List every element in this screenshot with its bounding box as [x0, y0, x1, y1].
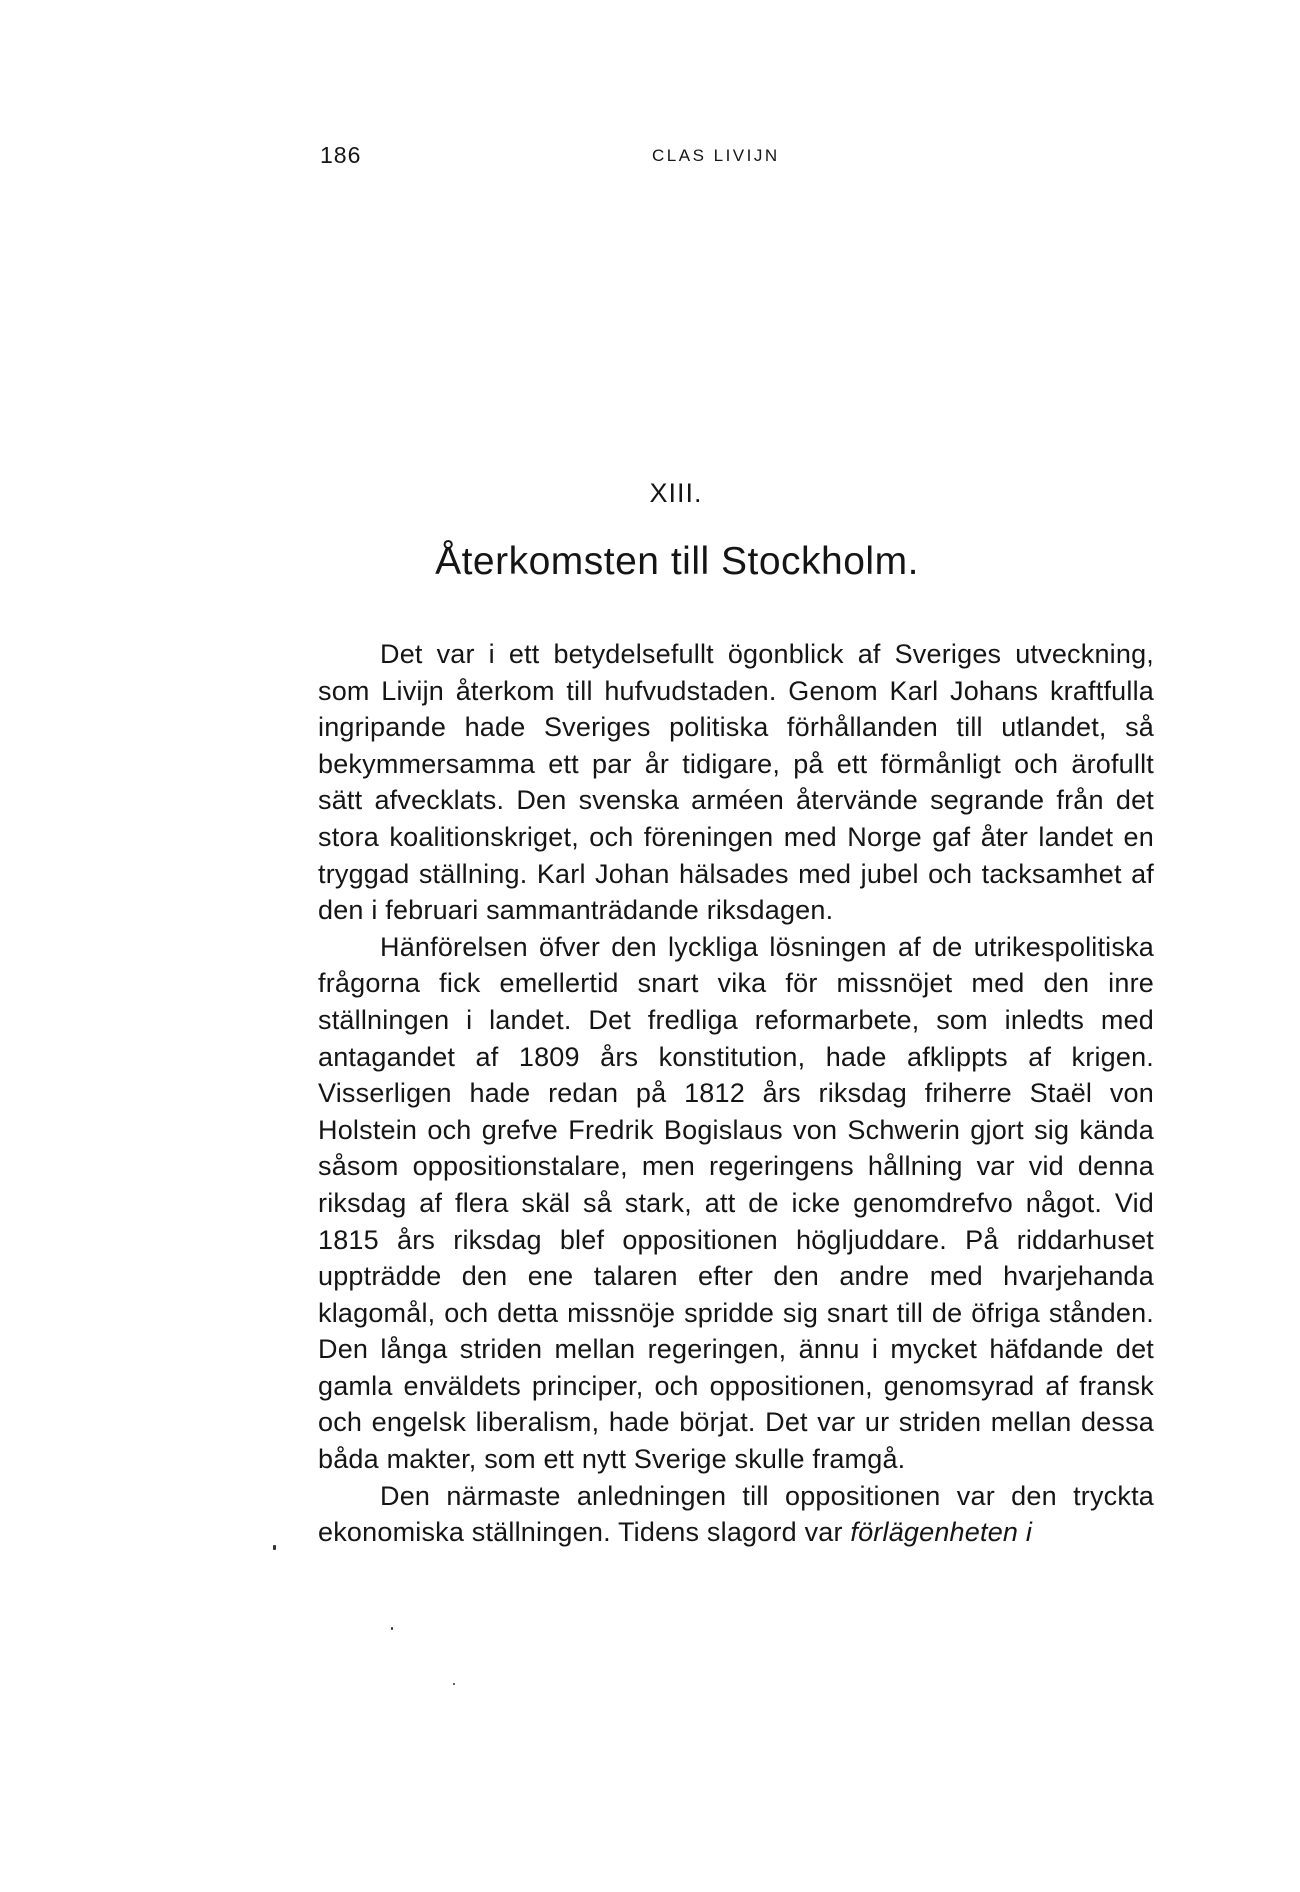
chapter-title: Återkomsten till Stockholm. — [435, 540, 919, 583]
paragraph-1: Det var i ett betydelsefullt ögonblick af Sveriges utveckning, som Livijn återkom till hufvudstaden. Genom Karl Johans kraftfulla ingripande hade Sveriges politiska förhållanden till utlandet, så bekymmersamma ett par år tidigare, på ett förmånligt och ärofullt sätt afvecklats. Den svenska arméen återvände segrande från det stora koalitionskriget, och föreningen med Norge gaf åter landet en tryggad ställning. Karl Johan hälsades med jubel och tacksamhet af den i februari sammanträdande riksdagen. — [318, 639, 1154, 926]
paragraph-3 — [318, 1478, 1154, 1551]
body-text — [318, 636, 1154, 1551]
print-speck — [453, 1683, 455, 1685]
page-number: 186 — [320, 142, 362, 168]
running-title: CLAS LIVIJN — [652, 146, 780, 165]
paragraph-2: Hänförelsen öfver den lyckliga lösningen af de utrikespolitiska frågorna fick emellertid snart vika för missnöjet med den inre ställningen i landet. Det fredliga reformarbete, som inledts med antagandet af 1809 års konstitution, hade afklippts af krigen. Visserligen hade redan på 1812 års riksdag friherre Staël von Holstein och grefve Fredrik Bogislaus von Schwerin gjort sig kända såsom oppositionstalare, men regeringens hållning var vid denna riksdag af flera skäl så stark, att de icke genomdrefvo något. Vid 1815 års riksdag blef oppositionen högljuddare. På riddarhuset uppträdde den ene talaren efter den andre med hvarjehanda klagomål, och detta missnöje spridde sig snart till de öfriga stånden. Den långa striden mellan regeringen, ännu i mycket häfdande det gamla enväldets principer, och oppositionen, genomsyrad af fransk och engelsk liberalism, hade börjat. Det var ur striden mellan dessa båda makter, som ett nytt Sverige skulle framgå. — [318, 931, 1154, 1475]
print-speck — [391, 1627, 393, 1630]
print-speck — [273, 1545, 276, 1550]
paragraph-3-text: Den närmaste anledningen till oppositionen var den tryckta ekonomiska ställningen. Tidens slagord var — [318, 1480, 1154, 1548]
chapter-number: XIII. — [649, 478, 703, 508]
paragraph-3-italic-tail: förlägenheten i — [850, 1517, 1033, 1548]
